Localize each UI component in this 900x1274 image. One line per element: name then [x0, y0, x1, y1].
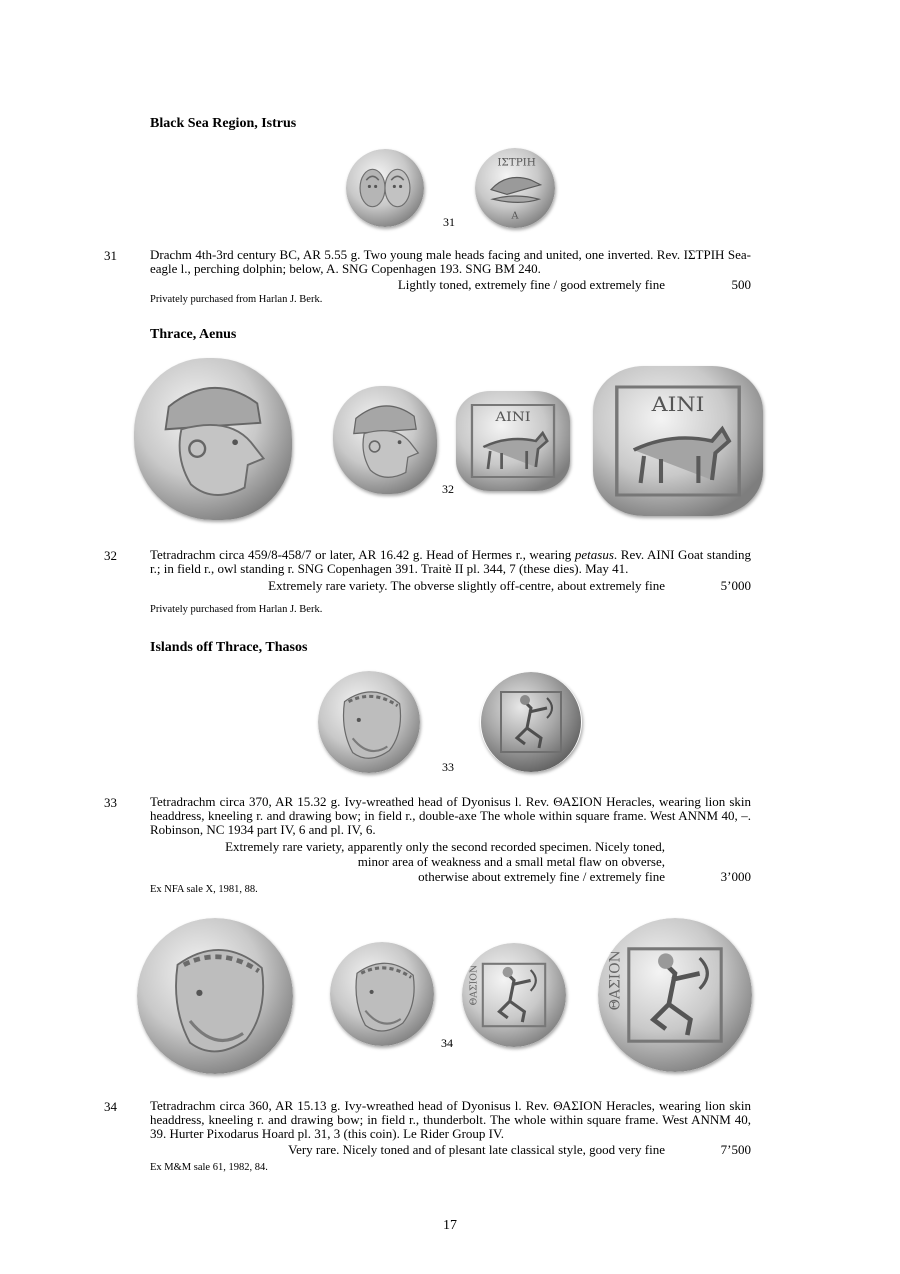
- lot-provenance-34: Ex M&M sale 61, 1982, 84.: [150, 1162, 268, 1173]
- dionysus-head-icon: [137, 918, 293, 1074]
- lot-number-33: 33: [104, 795, 117, 810]
- hermes-head-icon: [333, 386, 437, 494]
- hermes-head-icon: [134, 358, 292, 520]
- coin-legend-aenus: ΑΙΝΙ: [495, 409, 531, 425]
- coin-legend-istrus: ΙΣΤΡΙΗ: [497, 156, 536, 169]
- lot-description-31: Drachm 4th-3rd century BC, AR 5.55 g. Two young male heads facing and united, one inverted. Rev. ΙΣΤΡΙΗ Sea-eagle l., perching dolphin; below, A. SNG Copenhagen 193. SNG BM 240.: [150, 247, 751, 276]
- dionysus-head-icon: [330, 942, 434, 1046]
- coin-31-reverse: [475, 148, 555, 228]
- coin-34-reverse: [462, 943, 566, 1047]
- lot-condition-33-line1: Extremely rare variety, apparently only the second recorded specimen. Nicely toned,: [225, 839, 665, 854]
- lot-provenance-32: Privately purchased from Harlan J. Berk.: [150, 604, 323, 615]
- lot-description-34: Tetradrachm circa 360, AR 15.13 g. Ivy-wreathed head of Dyonisus l. Rev. ΘΑΣΙΟΝ Heracles, wearing lion skin headdress, kneeling r. and drawing bow; in field r., thunderbolt. The whole within square frame. West ANNM 40, 39. Hurter Pixodarus Hoard pl. 31, 3 (this coin). Le Rider Group IV.: [150, 1098, 751, 1141]
- lot-provenance-31: Privately purchased from Harlan J. Berk.: [150, 294, 323, 305]
- coin-34-obverse: [330, 942, 434, 1046]
- coin-34-obverse-enlarged: [137, 918, 293, 1074]
- coin-legend-aenus: ΑΙΝΙ: [651, 393, 705, 416]
- lot-condition-34: Very rare. Nicely toned and of plesant late classical style, good very fine: [288, 1142, 665, 1157]
- coin-32-reverse-enlarged: [593, 366, 763, 516]
- plate-number-32: 32: [442, 482, 454, 496]
- heracles-archer-icon: [480, 672, 582, 772]
- plate-number-33: 33: [442, 760, 454, 774]
- lot-condition-33-line2: minor area of weakness and a small metal flaw on obverse,: [357, 854, 665, 869]
- plate-number-34: 34: [441, 1036, 453, 1050]
- goat-icon: [456, 391, 570, 491]
- lot-condition-31: Lightly toned, extremely fine / good extremely fine: [397, 277, 665, 292]
- lot-number-32: 32: [104, 548, 117, 563]
- two-heads-icon: [346, 149, 424, 227]
- coin-33-reverse: [480, 672, 582, 772]
- lot-number-34: 34: [104, 1099, 117, 1114]
- section-heading-aenus: Thrace, Aenus: [150, 327, 237, 342]
- plate-number-31: 31: [443, 215, 455, 229]
- goat-icon: [593, 366, 763, 516]
- lot-condition-33-line3: otherwise about extremely fine / extremely fine: [418, 869, 665, 884]
- coin-legend-thasos: ΘΑΣΙΟΝ: [607, 950, 624, 1011]
- lot-provenance-33: Ex NFA sale X, 1981, 88.: [150, 884, 258, 895]
- heracles-archer-icon: [462, 943, 566, 1047]
- lot-number-31: 31: [104, 248, 117, 263]
- page-number: 17: [443, 1218, 457, 1233]
- coin-32-obverse-enlarged: [134, 358, 292, 520]
- lot-estimate-32: 5’000: [720, 578, 751, 593]
- eagle-dolphin-icon: [475, 148, 555, 228]
- coin-32-obverse: [333, 386, 437, 494]
- heracles-archer-icon: [598, 918, 752, 1072]
- coin-34-reverse-enlarged: [598, 918, 752, 1072]
- lot-estimate-33: 3’000: [720, 869, 751, 884]
- section-heading-thasos: Islands off Thrace, Thasos: [150, 640, 308, 655]
- coin-legend-thasos: ΘΑΣΙΟΝ: [468, 964, 480, 1006]
- svg-text:A: A: [511, 210, 519, 222]
- coin-31-obverse: [346, 149, 424, 227]
- lot-description-33: Tetradrachm circa 370, AR 15.32 g. Ivy-wreathed head of Dyonisus l. Rev. ΘΑΣΙΟΝ Heracles, wearing lion skin headdress, kneeling r. and drawing bow; in field r., double-axe The whole within square frame. West ANNM 40, –. Robinson, NC 1934 part IV, 6 and pl. IV, 6.: [150, 794, 751, 837]
- coin-33-obverse: [318, 671, 420, 773]
- lot-estimate-34: 7’500: [720, 1142, 751, 1157]
- lot-estimate-31: 500: [731, 277, 751, 292]
- dionysus-head-icon: [318, 671, 420, 773]
- section-heading-istrus: Black Sea Region, Istrus: [150, 116, 297, 131]
- lot-condition-32: Extremely rare variety. The obverse slightly off-centre, about extremely fine: [268, 578, 665, 593]
- lot-description-32: Tetradrachm circa 459/8-458/7 or later, AR 16.42 g. Head of Hermes r., wearing petasus. Rev. AINI Goat standing r.; in field r., owl standing r. SNG Copenhagen 391. Traitè II pl. 344, 7 (these dies). May 41.: [150, 547, 751, 576]
- coin-32-reverse: [456, 391, 570, 491]
